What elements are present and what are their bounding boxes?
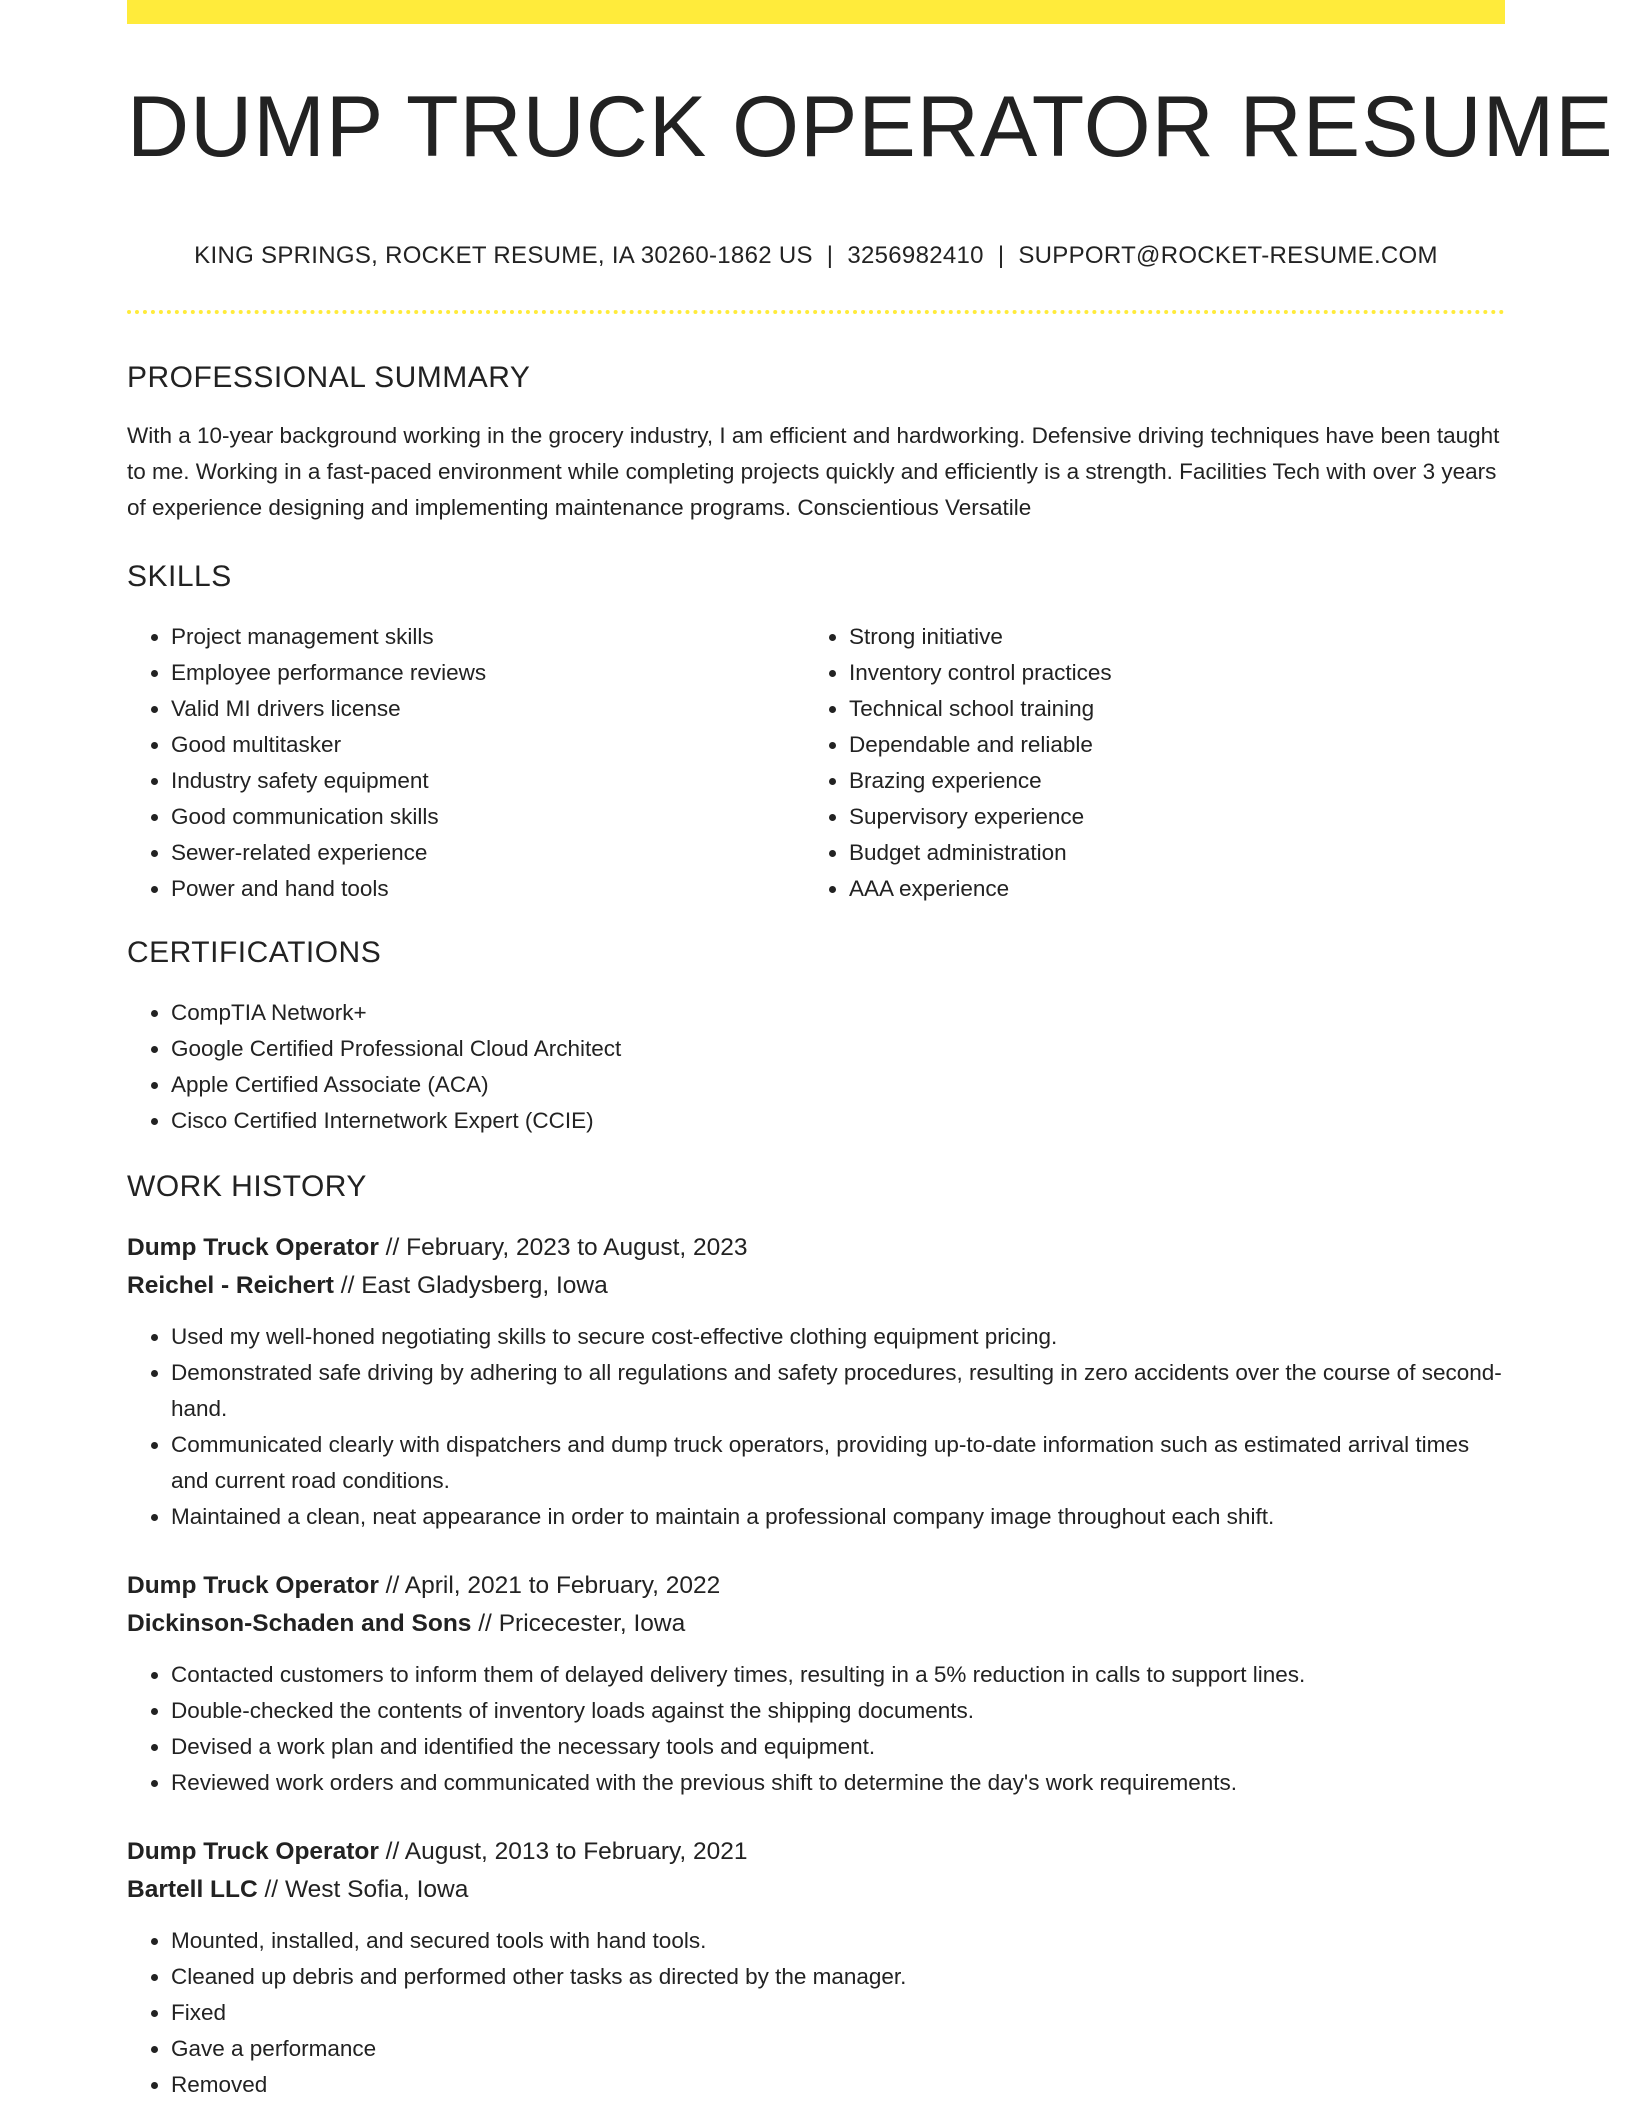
job-bullets	[127, 1657, 1505, 1801]
skill-item: • Dependable and reliable	[849, 727, 1483, 763]
resume-title: DUMP TRUCK OPERATOR RESUME	[127, 79, 1614, 175]
contact-separator: |	[826, 242, 834, 269]
job-divider: //	[385, 1838, 400, 1865]
job-location: West Sofia, Iowa	[284, 1876, 469, 1903]
job-bullet: • Communicated clearly with dispatchers and dump truck operators, providing up-to-date information such as estimated arrival times and current road conditions.	[171, 1427, 1505, 1499]
skill-item: • Valid MI drivers license	[171, 691, 805, 727]
job-bullets	[127, 1923, 1505, 2103]
skill-item: • Good communication skills	[171, 799, 805, 835]
job-divider: //	[478, 1610, 492, 1637]
job-title: Dump Truck Operator	[127, 1838, 379, 1865]
job-bullet: • Double-checked the contents of inventory loads against the shipping documents.	[171, 1693, 1505, 1729]
job-divider: //	[385, 1234, 400, 1261]
job-bullets	[127, 1319, 1505, 1535]
job-title: Dump Truck Operator	[127, 1234, 379, 1261]
certification-item: • CompTIA Network+	[171, 995, 1505, 1031]
job-bullet: • Cleaned up debris and performed other tasks as directed by the manager.	[171, 1959, 1505, 1995]
summary-heading: PROFESSIONAL SUMMARY	[127, 361, 531, 394]
job-bullet: • Contacted customers to inform them of delayed delivery times, resulting in a 5% reduction in calls to support lines.	[171, 1657, 1505, 1693]
job-company: Bartell LLC	[127, 1876, 258, 1903]
skill-item: • AAA experience	[849, 871, 1483, 907]
job-company: Dickinson-Schaden and Sons	[127, 1610, 472, 1637]
job-company-line	[127, 1267, 1505, 1305]
job-divider: //	[340, 1272, 355, 1299]
job-bullet: • Reviewed work orders and communicated with the previous shift to determine the day's work requirements.	[171, 1765, 1505, 1801]
certifications-heading: CERTIFICATIONS	[127, 936, 382, 969]
job-bullet: • Fixed	[171, 1995, 1505, 2031]
job-bullet: • Devised a work plan and identified the necessary tools and equipment.	[171, 1729, 1505, 1765]
certification-item: • Apple Certified Associate (ACA)	[171, 1067, 1505, 1103]
skill-item: • Project management skills	[171, 619, 805, 655]
skill-item: • Budget administration	[849, 835, 1483, 871]
job-title-line	[127, 1567, 1505, 1605]
contact-separator: |	[997, 242, 1005, 269]
job-company-line	[127, 1605, 1505, 1643]
skill-item: • Sewer-related experience	[171, 835, 805, 871]
skills-left-column	[127, 619, 805, 907]
certifications-list	[127, 995, 1505, 1139]
job-bullet: • Removed	[171, 2067, 1505, 2103]
skill-item: • Employee performance reviews	[171, 655, 805, 691]
job-title-line	[127, 1229, 1505, 1267]
work-history-heading: WORK HISTORY	[127, 1170, 367, 1203]
job-title-line	[127, 1833, 1505, 1871]
job-entry	[127, 1567, 1505, 1801]
skill-item: • Inventory control practices	[849, 655, 1483, 691]
job-bullet: • Gave a performance	[171, 2031, 1505, 2067]
skills-right-column	[805, 619, 1483, 907]
job-entry	[127, 1229, 1505, 1535]
resume-page	[127, 0, 1614, 2103]
contact-phone: 3256982410	[847, 242, 984, 269]
skill-item: • Brazing experience	[849, 763, 1483, 799]
skills-heading: SKILLS	[127, 560, 232, 593]
contact-line	[127, 242, 1505, 270]
top-accent-bar	[127, 0, 1505, 24]
certification-item: • Cisco Certified Internetwork Expert (CCIE)	[171, 1103, 1505, 1139]
job-bullet: • Maintained a clean, neat appearance in order to maintain a professional company image throughout each shift.	[171, 1499, 1505, 1535]
summary-text: With a 10-year background working in the grocery industry, I am efficient and hardworking. Defensive driving techniques have been taught to me. Working in a fast-paced environment while completing projects quickly and efficiently is a strength. Facilities Tech with over 3 years of experience designing and implementing maintenance programs. Conscientious Versatile	[127, 423, 1500, 520]
job-entry	[127, 1833, 1505, 2103]
job-divider: //	[385, 1572, 400, 1599]
job-title: Dump Truck Operator	[127, 1572, 379, 1599]
job-bullet: • Mounted, installed, and secured tools with hand tools.	[171, 1923, 1505, 1959]
skill-item: • Supervisory experience	[849, 799, 1483, 835]
contact-address: KING SPRINGS, ROCKET RESUME, IA 30260-1862 US	[194, 242, 813, 269]
job-location: Pricecester, Iowa	[498, 1610, 686, 1637]
skill-item: • Industry safety equipment	[171, 763, 805, 799]
certification-item: • Google Certified Professional Cloud Architect	[171, 1031, 1505, 1067]
skill-item: • Strong initiative	[849, 619, 1483, 655]
job-dates: April, 2021 to February, 2022	[404, 1572, 721, 1599]
job-dates: February, 2023 to August, 2023	[406, 1234, 748, 1261]
job-dates: August, 2013 to February, 2021	[404, 1838, 748, 1865]
skill-item: • Good multitasker	[171, 727, 805, 763]
job-bullet: • Used my well-honed negotiating skills to secure cost-effective clothing equipment pricing.	[171, 1319, 1505, 1355]
job-location: East Gladysberg, Iowa	[361, 1272, 608, 1299]
job-company: Reichel - Reichert	[127, 1272, 334, 1299]
skill-item: • Technical school training	[849, 691, 1483, 727]
skill-item: • Power and hand tools	[171, 871, 805, 907]
job-divider: //	[264, 1876, 279, 1903]
skills-grid	[127, 619, 1505, 907]
dotted-divider	[127, 310, 1505, 314]
contact-email: SUPPORT@ROCKET-RESUME.COM	[1018, 242, 1438, 269]
job-bullet: • Demonstrated safe driving by adhering to all regulations and safety procedures, resulting in zero accidents over the course of second-hand.	[171, 1355, 1505, 1427]
job-company-line	[127, 1871, 1505, 1909]
